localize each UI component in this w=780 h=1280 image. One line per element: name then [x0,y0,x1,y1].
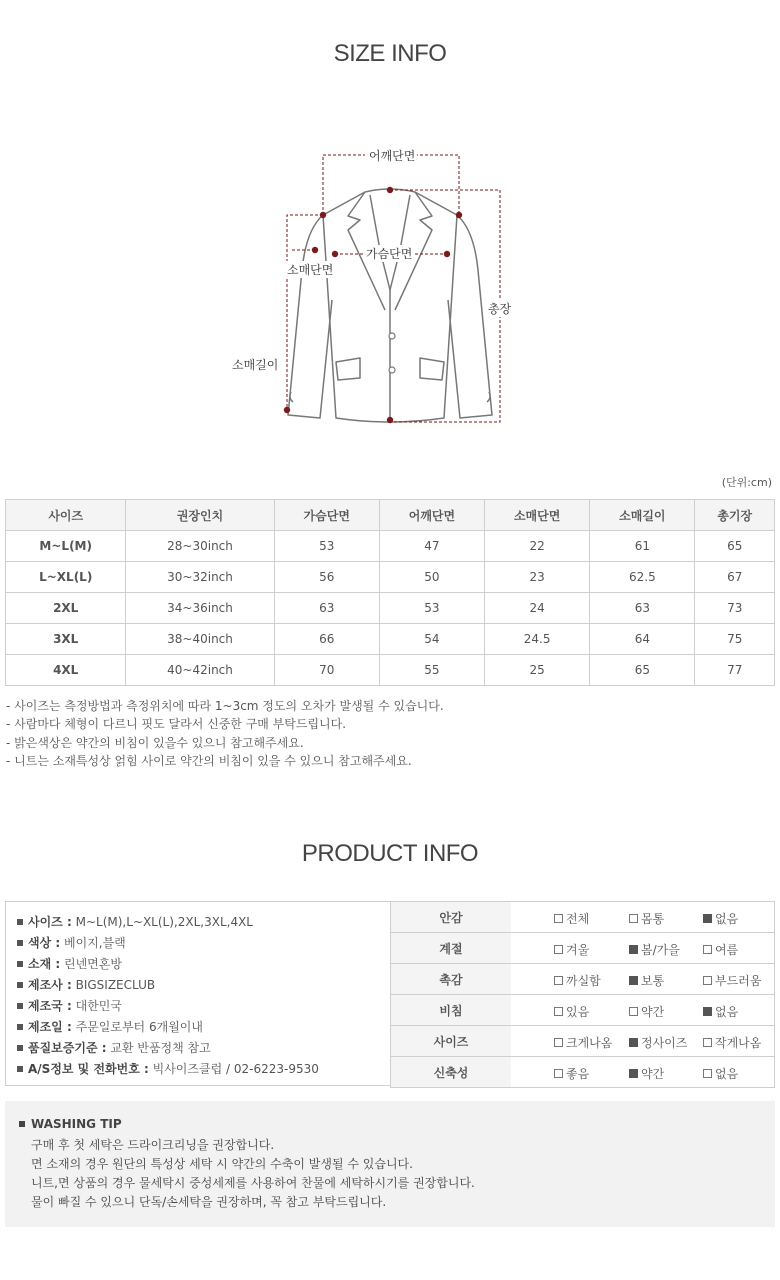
cell: 25 [485,655,590,686]
option-text: 작게나옴 [715,1036,762,1050]
table-row [6,593,775,624]
cell: 70 [274,655,379,686]
option-text: 크게나옴 [566,1036,613,1050]
option-text: 약간 [641,1067,665,1081]
option-text: 봄/가을 [641,943,680,957]
detail-row [17,934,126,951]
label-sleeve-width: 소매단면 [287,263,334,277]
size-info-title: SIZE INFO [333,40,447,67]
unchecked-box-icon [703,1069,712,1078]
checked-box-icon [703,1007,712,1016]
option-text: 있음 [566,1005,590,1019]
detail-key: 제조국 : [28,999,72,1013]
size-table [5,499,775,686]
washing-tip-title-text: WASHING TIP [31,1117,122,1131]
detail-key: 사이즈 : [28,915,72,929]
cell: 40~42inch [126,655,274,686]
option-text: 까실함 [566,974,601,988]
option-text: 여름 [715,943,739,957]
detail-value: BIGSIZECLUB [75,978,156,992]
attribute-option [629,941,680,958]
detail-row [17,955,122,972]
unchecked-box-icon [554,914,563,923]
washing-line: 구매 후 첫 세탁은 드라이크리닝을 권장합니다. [31,1138,275,1152]
label-total-length: 총장 [488,302,512,316]
cell: 54 [379,624,484,655]
header-cell: 어깨단면 [379,500,484,531]
detail-row [17,1018,203,1035]
option-text: 없음 [715,912,739,926]
unchecked-box-icon [703,945,712,954]
cell: 63 [590,593,695,624]
attribute-option [554,1034,612,1051]
cell: 55 [379,655,484,686]
detail-key: A/S정보 및 전화번호 : [28,1062,149,1076]
attribute-label: 사이즈 [391,1026,512,1057]
table-row [6,562,775,593]
cell: 65 [590,655,695,686]
attribute-row [391,964,775,995]
bullet-icon [19,1121,25,1127]
attribute-row [391,1026,775,1057]
cell: 47 [379,531,484,562]
unchecked-box-icon [554,1069,563,1078]
bullet-icon [17,1066,23,1072]
bullet-icon [17,940,23,946]
detail-row [17,997,122,1014]
product-info-title: PRODUCT INFO [301,840,479,867]
attribute-row [391,933,775,964]
unchecked-box-icon [554,945,563,954]
attribute-option [703,1034,761,1051]
cell: 24 [485,593,590,624]
cell: 38~40inch [126,624,274,655]
detail-value: 주문일로부터 6개월이내 [75,1020,203,1034]
attribute-option [703,910,738,927]
option-text: 전체 [566,912,590,926]
header-cell: 총기장 [695,500,775,531]
unchecked-box-icon [554,1007,563,1016]
note-line: - 사이즈는 측정방법과 측정위치에 따라 1~3cm 정도의 오차가 발생될 수 있습니다. [6,699,444,713]
unchecked-box-icon [703,1038,712,1047]
attribute-option [554,941,589,958]
label-sleeve-length: 소매길이 [232,358,279,372]
option-text: 몸통 [641,912,665,926]
attribute-option [554,1003,589,1020]
checked-box-icon [629,1038,638,1047]
cell: 75 [695,624,775,655]
washing-tip-title [19,1117,122,1131]
detail-key: 품질보증기준 : [28,1041,107,1055]
cell: 2XL [6,593,126,624]
attribute-label: 계절 [391,933,512,964]
attribute-options [511,995,775,1026]
detail-key: 소재 : [28,957,61,971]
detail-key: 제조사 : [28,978,72,992]
cell: M~L(M) [6,531,126,562]
bullet-icon [17,919,23,925]
detail-value: M~L(M),L~XL(L),2XL,3XL,4XL [75,915,253,929]
unchecked-box-icon [703,976,712,985]
header-cell: 사이즈 [6,500,126,531]
attribute-option [629,1003,664,1020]
detail-row [17,1060,319,1077]
cell: 53 [379,593,484,624]
note-line: - 밝은색상은 약간의 비침이 있을수 있으니 참고해주세요. [6,735,304,750]
attribute-option [554,1065,589,1082]
cell: 50 [379,562,484,593]
detail-value: 교환 반품정책 참고 [110,1041,211,1055]
note-line: - 니트는 소재특성상 얽힘 사이로 약간의 비침이 있을 수 있으니 참고해주세요. [6,753,412,768]
unchecked-box-icon [554,1038,563,1047]
washing-line: 물이 빠질 수 있으니 단독/손세탁을 권장하며, 꼭 참고 부탁드립니다. [31,1195,387,1209]
cell: 24.5 [485,624,590,655]
attribute-option [703,941,738,958]
cell: 23 [485,562,590,593]
checked-box-icon [703,914,712,923]
cell: 66 [274,624,379,655]
size-notes [6,697,444,770]
jacket-illustration [220,140,560,440]
cell: 65 [695,531,775,562]
option-text: 보통 [641,974,665,988]
cell: 73 [695,593,775,624]
detail-row [17,976,155,993]
cell: L~XL(L) [6,562,126,593]
checked-box-icon [629,945,638,954]
header-cell: 소매길이 [590,500,695,531]
unchecked-box-icon [554,976,563,985]
attribute-option [703,1065,738,1082]
cell: 22 [485,531,590,562]
label-shoulder: 어깨단면 [369,149,416,163]
header-cell: 가슴단면 [274,500,379,531]
attribute-label: 촉감 [391,964,512,995]
cell: 63 [274,593,379,624]
attribute-options [511,1026,775,1057]
option-text: 좋음 [566,1067,590,1081]
table-row [6,531,775,562]
detail-key: 제조일 : [28,1020,72,1034]
attribute-options [511,1057,775,1088]
note-line: - 사람마다 체형이 다르니 핏도 달라서 신중한 구매 부탁드립니다. [6,717,347,732]
bullet-icon [17,982,23,988]
table-row [6,624,775,655]
cell: 28~30inch [126,531,274,562]
cell: 3XL [6,624,126,655]
detail-row [17,1039,211,1056]
cell: 64 [590,624,695,655]
detail-row [17,913,253,930]
detail-value: 대한민국 [75,999,122,1013]
unchecked-box-icon [629,914,638,923]
washing-tip [5,1101,775,1227]
option-text: 부드러움 [715,974,762,988]
product-details [5,901,391,1086]
bullet-icon [17,1045,23,1051]
detail-value: 베이지,블랙 [64,936,126,950]
bullet-icon [17,1024,23,1030]
washing-line: 면 소재의 경우 원단의 특성상 세탁 시 약간의 수축이 발생될 수 있습니다. [31,1157,413,1171]
attribute-row [391,1057,775,1088]
attribute-option [629,1034,687,1051]
product-attributes-table [390,901,775,1088]
label-chest: 가슴단면 [366,247,413,261]
unchecked-box-icon [629,1007,638,1016]
attribute-option [629,972,664,989]
bullet-icon [17,961,23,967]
attribute-option [554,910,589,927]
detail-value: 린넨면혼방 [64,957,122,971]
bullet-icon [17,1003,23,1009]
attribute-label: 신축성 [391,1057,512,1088]
washing-line: 니트,면 상품의 경우 물세탁시 중성세제를 사용하여 찬물에 세탁하시기를 권장합니다. [31,1176,475,1190]
table-row [6,655,775,686]
detail-value: 빅사이즈클럽 / 02-6223-9530 [152,1062,319,1076]
attribute-option [703,972,761,989]
attribute-options [511,933,775,964]
cell: 4XL [6,655,126,686]
cell: 67 [695,562,775,593]
cell: 77 [695,655,775,686]
jacket-measurement-diagram [220,140,560,440]
option-text: 없음 [715,1067,739,1081]
option-text: 겨울 [566,943,590,957]
header-cell: 권장인치 [126,500,274,531]
header-cell: 소매단면 [485,500,590,531]
attribute-label: 비침 [391,995,512,1026]
attribute-option [554,972,601,989]
option-text: 약간 [641,1005,665,1019]
size-table-header [6,500,775,531]
attribute-row [391,995,775,1026]
attribute-option [629,910,664,927]
cell: 61 [590,531,695,562]
attribute-row [391,902,775,933]
attribute-label: 안감 [391,902,512,933]
cell: 34~36inch [126,593,274,624]
attribute-options [511,902,775,933]
cell: 53 [274,531,379,562]
attribute-option [703,1003,738,1020]
checked-box-icon [629,976,638,985]
cell: 62.5 [590,562,695,593]
detail-key: 색상 : [28,936,61,950]
unit-note: (단위:cm) [721,476,772,489]
attribute-options [511,964,775,995]
option-text: 없음 [715,1005,739,1019]
cell: 56 [274,562,379,593]
checked-box-icon [629,1069,638,1078]
cell: 30~32inch [126,562,274,593]
option-text: 정사이즈 [641,1036,688,1050]
attribute-option [629,1065,664,1082]
